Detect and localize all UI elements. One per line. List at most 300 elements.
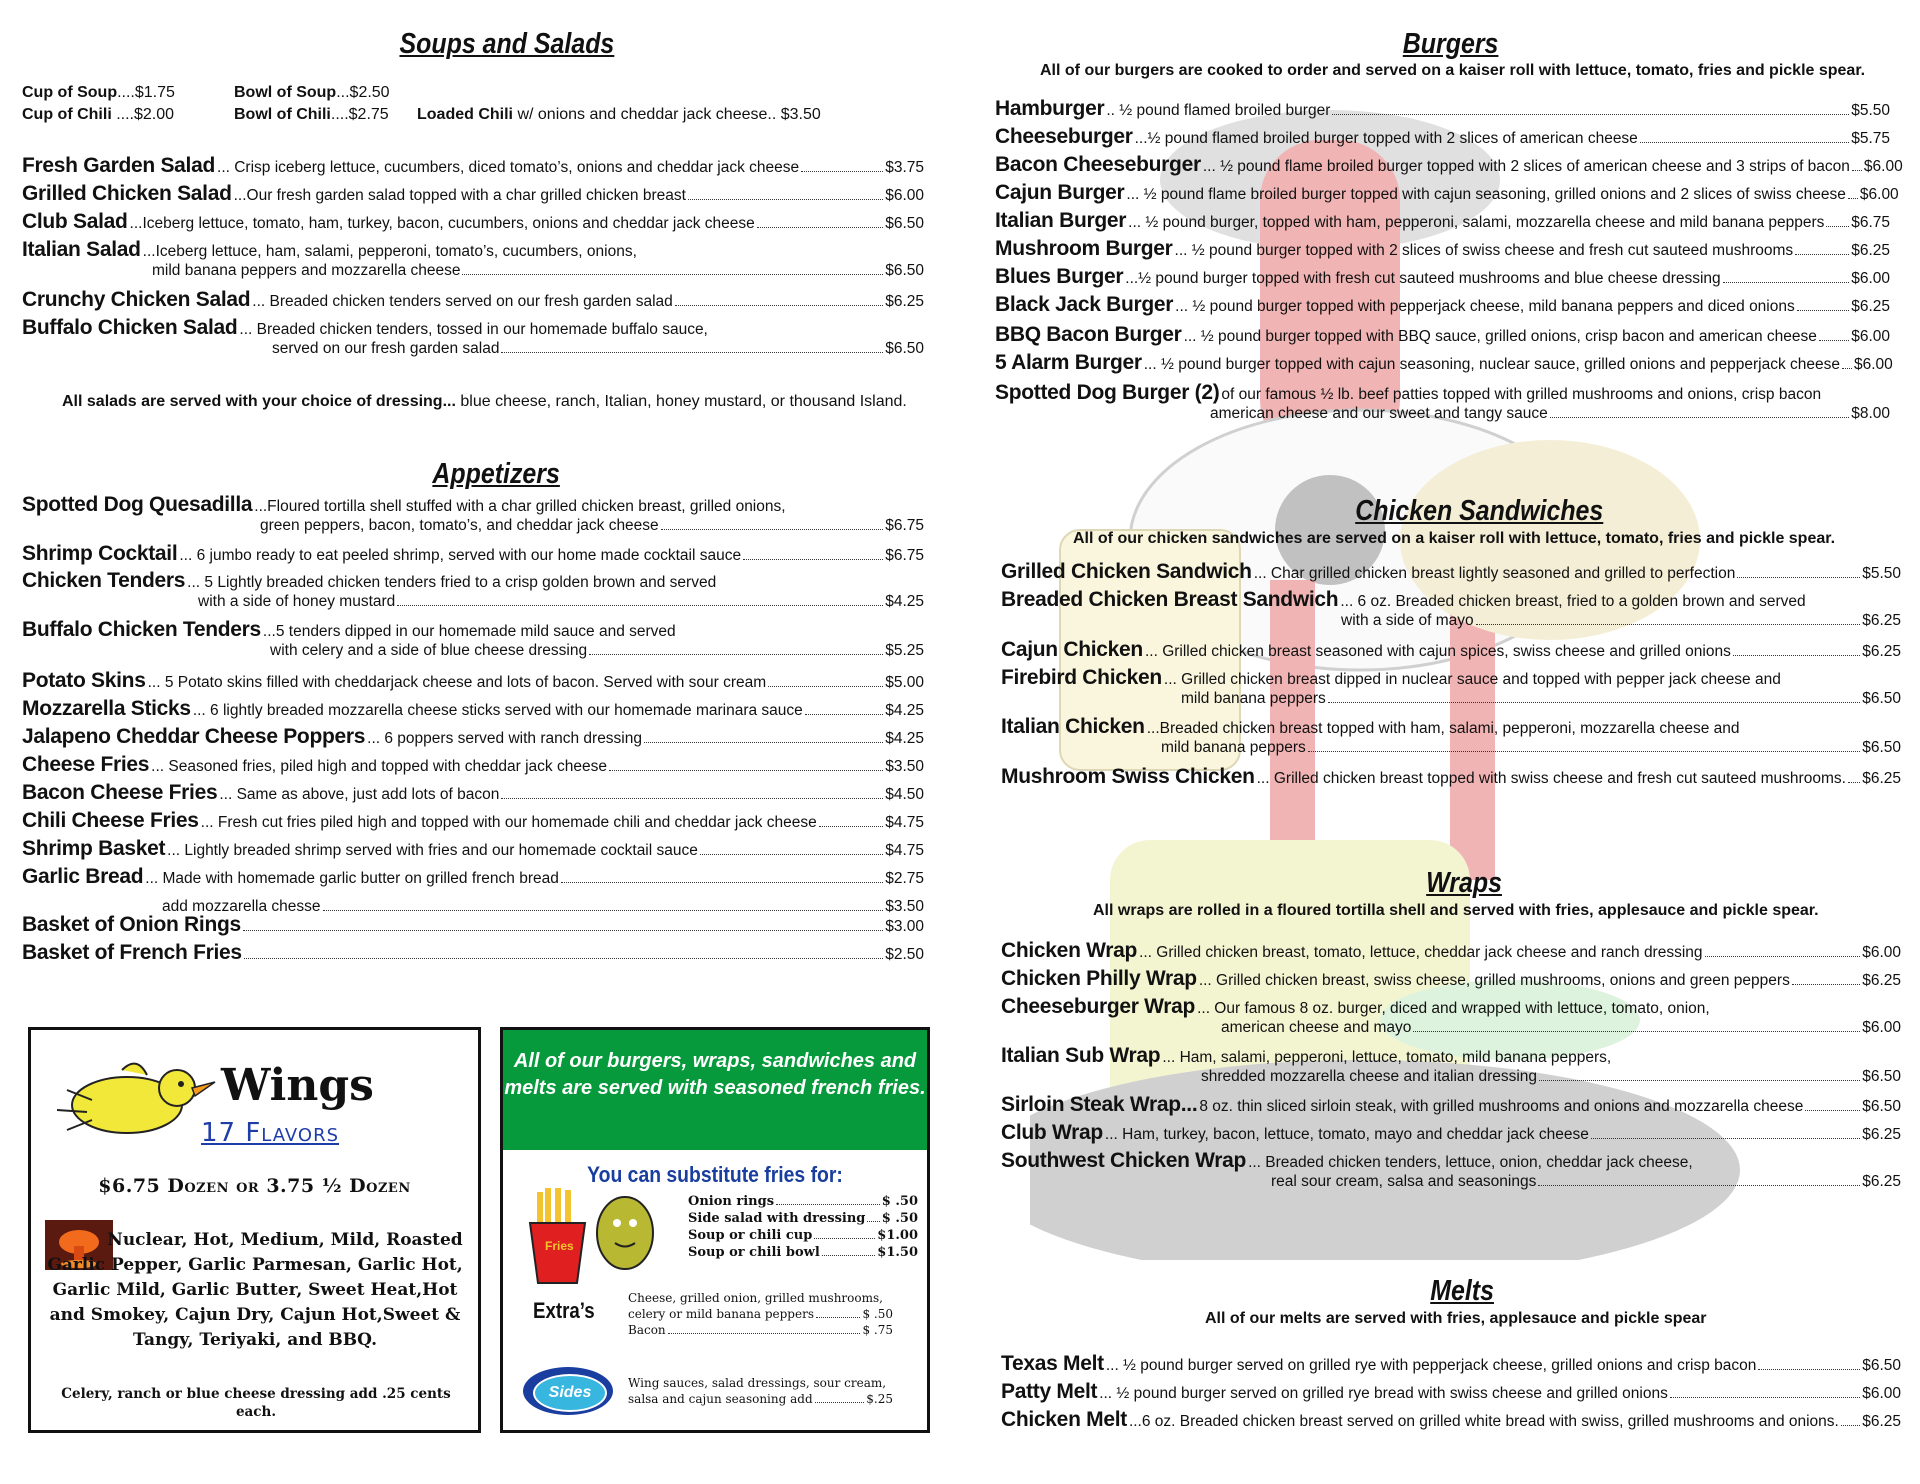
menu-item-name: Buffalo Chicken Tenders [22, 618, 261, 641]
menu-item [22, 493, 924, 516]
menu-item-description-2: american cheese and mayo [1221, 1019, 1412, 1036]
menu-item-price: $6.75 [1851, 214, 1890, 231]
menu-item-description: ...Iceberg lettuce, ham, salami, pepperoni, tomato’s, cucumbers, onions, [142, 243, 637, 260]
dot-leader [1539, 1080, 1860, 1081]
extras-row-2 [628, 1322, 893, 1338]
menu-item-name: Shrimp Cocktail [22, 542, 178, 565]
menu-item-name: Mushroom Swiss Chicken [1001, 765, 1255, 788]
menu-item-name: Southwest Chicken Wrap [1001, 1149, 1247, 1172]
salad-dressing-note-bold: All salads are served with your choice of dressing... [62, 393, 456, 410]
menu-item-price: $3.00 [885, 918, 924, 935]
menu-item-price: $6.25 [1851, 298, 1890, 315]
menu-item-price: $4.75 [885, 814, 924, 831]
extras-row-1 [628, 1306, 893, 1322]
menu-item-description: ... Breaded chicken tenders, lettuce, onion, cheddar jack cheese, [1248, 1154, 1693, 1171]
menu-item-name: Bacon Cheeseburger [995, 153, 1201, 176]
menu-item-description: ... Grilled chicken breast, swiss cheese, grilled mushrooms, onions and green peppers [1198, 972, 1790, 989]
menu-item-price: $6.50 [1862, 1357, 1901, 1374]
menu-item-price: $6.50 [1862, 739, 1901, 756]
menu-item [1001, 1408, 1901, 1431]
dot-leader [1805, 1110, 1860, 1111]
menu-item-price: $6.25 [1862, 770, 1901, 787]
menu-item-description: .. ½ pound flamed broiled burger [1106, 102, 1331, 119]
menu-item-description: ... Ham, salami, pepperoni, lettuce, tomato, mild banana peppers, [1162, 1049, 1612, 1066]
salad-dressing-note [62, 393, 907, 411]
menu-item-description: ... Made with homemade garlic butter on grilled french bread [145, 870, 559, 887]
menu-item-name: Italian Salad [22, 238, 141, 261]
menu-item-line-2 [198, 593, 924, 611]
substitute-label: Soup or chili bowl [688, 1245, 820, 1260]
wings-dressing-note: Celery, ranch or blue cheese dressing add .25 cents each. [61, 1386, 451, 1420]
menu-item-price: $5.50 [1851, 102, 1890, 119]
menu-item-line-2 [1341, 612, 1901, 630]
menu-item-description-2: served on our fresh garden salad [272, 340, 500, 357]
menu-item [22, 154, 924, 177]
sides-line-2: salsa and cajun seasoning add [628, 1392, 813, 1406]
menu-item-description-2: shredded mozzarella cheese and italian dressing [1201, 1068, 1538, 1085]
menu-item-name: Fresh Garden Salad [22, 154, 216, 177]
menu-item-name: Italian Sub Wrap [1001, 1044, 1161, 1067]
extras-price-1: $ .50 [862, 1307, 893, 1321]
menu-item-description-2: with a side of honey mustard [198, 593, 396, 610]
dot-leader [1848, 782, 1860, 783]
dot-leader [1332, 114, 1849, 115]
menu-item-price: $6.50 [885, 340, 924, 357]
menu-item-description-2: with a side of mayo [1341, 612, 1474, 629]
menu-item-price: $6.00 [1862, 1385, 1901, 1402]
menu-item [22, 542, 924, 565]
menu-item-name: Spotted Dog Quesadilla [22, 493, 253, 516]
cup-of-soup-price: ....$1.75 [117, 84, 175, 101]
dot-leader [743, 559, 883, 560]
dot-leader [675, 305, 883, 306]
bowl-of-chili-name: Bowl of Chili [234, 106, 331, 123]
menu-item [995, 293, 1890, 316]
wraps-title: Wraps [1426, 867, 1502, 899]
substitute-row [688, 1210, 918, 1227]
menu-item-price: $6.50 [885, 262, 924, 279]
menu-item-description: ... Breaded chicken tenders served on our fresh garden salad [252, 293, 673, 310]
menu-item [22, 809, 924, 832]
menu-item-name: Potato Skins [22, 669, 146, 692]
menu-item-line-2 [162, 898, 924, 916]
menu-item [22, 865, 924, 888]
menu-item-line-2 [272, 340, 924, 358]
menu-item-name: Garlic Bread [22, 865, 144, 888]
menu-item-description: ... Grilled chicken breast seasoned with cajun spices, swiss cheese and grilled onions [1144, 643, 1731, 660]
menu-item-price: $6.00 [885, 187, 924, 204]
dot-leader [1737, 577, 1860, 578]
wraps-note: All wraps are rolled in a floured tortilla shell and served with fries, applesauce and pickle spear. [1093, 902, 1819, 919]
menu-item-price: $8.00 [1851, 405, 1890, 422]
menu-item-name: Texas Melt [1001, 1352, 1104, 1375]
menu-item-description: ... ½ pound flame broiled burger topped with cajun seasoning, grilled onions and 2 slices of swiss cheese [1126, 186, 1846, 203]
menu-item-name: Mushroom Burger [995, 237, 1173, 260]
dot-leader [609, 770, 883, 771]
dot-leader [1797, 310, 1849, 311]
menu-item-price: $6.50 [885, 215, 924, 232]
menu-item-price: $6.50 [1862, 1068, 1901, 1085]
menu-item [995, 125, 1890, 148]
menu-item [22, 725, 924, 748]
menu-item-price: $6.00 [1851, 328, 1890, 345]
cup-of-soup-name: Cup of Soup [22, 84, 118, 101]
menu-item-description: ... 5 Lightly breaded chicken tenders fried to a crisp golden brown and served [187, 574, 717, 591]
menu-item-description: ... ½ pound flame broiled burger topped with 2 slices of american cheese and 3 strips of bacon [1202, 158, 1850, 175]
menu-item-name: Cheeseburger [995, 125, 1133, 148]
sides-row [628, 1391, 893, 1407]
menu-item-name: Chicken Melt [1001, 1408, 1127, 1431]
menu-item-name: Jalapeno Cheddar Cheese Poppers [22, 725, 366, 748]
menu-item [22, 781, 924, 804]
menu-item-price: $6.25 [1862, 643, 1901, 660]
menu-item-description: ... 6 jumbo ready to eat peeled shrimp, served with our home made cocktail sauce [179, 547, 742, 564]
menu-item [1001, 1044, 1901, 1067]
menu-item-price: $6.00 [1859, 186, 1899, 203]
menu-item-description: ... ½ pound burger topped with pepperjack cheese, mild banana peppers and diced onions [1175, 298, 1795, 315]
dot-leader [1795, 254, 1849, 255]
dot-leader [644, 742, 883, 743]
substitute-price: $ .50 [881, 1194, 918, 1209]
menu-item-name: Chicken Wrap [1001, 939, 1138, 962]
wings-flavor-text: Nuclear, Hot, Medium, Mild, Roasted Garlic Pepper, Garlic Parmesan, Garlic Hot, Garlic Mild, Garlic Butter, Sweet Heat,Hot and Smokey, Cajun Dry, Cajun Hot,Sweet & Tangy, Teriyaki, and BBQ. [47, 1230, 463, 1350]
loaded-chili-desc: w/ onions and cheddar jack cheese.. $3.50 [513, 106, 821, 123]
menu-item-price: $6.00 [1854, 356, 1893, 373]
dot-leader [867, 1221, 879, 1222]
menu-item-description: ... ½ pound burger served on grilled rye with pepperjack cheese, grilled onions and crisp bacon [1105, 1357, 1757, 1374]
menu-item-name: Club Wrap [1001, 1121, 1103, 1144]
menu-item-description: ... Grilled chicken breast dipped in nuclear sauce and topped with pepper jack cheese and [1163, 671, 1781, 688]
menu-item [22, 288, 924, 311]
menu-item-price: $6.50 [1862, 690, 1901, 707]
menu-item-name: Black Jack Burger [995, 293, 1174, 316]
loaded-chili-name: Loaded Chili [417, 106, 513, 123]
menu-item-price: $3.50 [885, 898, 924, 915]
menu-item [995, 97, 1890, 120]
menu-item-price: $6.25 [885, 293, 924, 310]
menu-item-name: Cheese Fries [22, 753, 150, 776]
menu-item [1001, 715, 1901, 738]
menu-item-description: ... 6 oz. Breaded chicken breast, fried to a golden brown and served [1340, 593, 1806, 610]
menu-item-description: ...½ pound flamed broiled burger topped with 2 slices of american cheese [1134, 130, 1638, 147]
menu-item-description: ... Char grilled chicken breast lightly seasoned and grilled to perfection [1253, 565, 1736, 582]
dot-leader [1733, 655, 1860, 656]
appetizers-title: Appetizers [432, 458, 560, 490]
menu-item-name: BBQ Bacon Burger [995, 323, 1182, 346]
dot-leader [805, 714, 883, 715]
menu-item [22, 569, 924, 592]
salad-dressing-note-rest: blue cheese, ranch, Italian, honey mustard, or thousand Island. [455, 393, 907, 410]
menu-item [22, 618, 924, 641]
menu-item-line-2 [260, 517, 924, 535]
menu-item [995, 153, 1903, 176]
menu-item-description: ...Our fresh garden salad topped with a char grilled chicken breast [233, 187, 686, 204]
menu-item-description: ...5 tenders dipped in our homemade mild sauce and served [262, 623, 676, 640]
menu-item-price: $2.50 [885, 946, 924, 963]
menu-item-name: Firebird Chicken [1001, 666, 1162, 689]
menu-item-price: $4.25 [885, 593, 924, 610]
dot-leader [1842, 368, 1852, 369]
melts-title: Melts [1430, 1275, 1494, 1307]
menu-item-price: $6.00 [1862, 1019, 1901, 1036]
fries-banner-text: All of our burgers, wraps, sandwiches and melts are served with seasoned french fries. [504, 1050, 926, 1099]
substitute-label: Soup or chili cup [688, 1228, 813, 1243]
dot-leader [1413, 1031, 1860, 1032]
substitute-price: $1.00 [877, 1228, 918, 1243]
menu-item-price: $5.25 [885, 642, 924, 659]
substitute-label: Side salad with dressing [688, 1211, 866, 1226]
soup-row-2 [22, 106, 821, 124]
menu-item-price: $6.25 [1862, 1126, 1901, 1143]
menu-item-name: Spotted Dog Burger (2) [995, 381, 1220, 404]
dot-leader [1852, 170, 1862, 171]
menu-item [1001, 1352, 1901, 1375]
menu-item-name: Breaded Chicken Breast Sandwich [1001, 588, 1339, 611]
menu-item-description-2: add mozzarella chesse [162, 898, 321, 915]
menu-item-name: Chicken Philly Wrap [1001, 967, 1197, 990]
menu-item-description: ... ½ pound burger topped with BBQ sauce, grilled onions, crisp bacon and american cheese [1183, 328, 1817, 345]
dot-leader [1550, 417, 1849, 418]
menu-item [1001, 560, 1901, 583]
menu-item-line-2 [1161, 739, 1901, 757]
wings-price: $6.75 Dozen or 3.75 ½ Dozen [98, 1175, 411, 1197]
menu-item [22, 182, 924, 205]
menu-item-line-2 [1271, 1173, 1901, 1191]
menu-item [1001, 939, 1901, 962]
menu-item [995, 381, 1890, 404]
menu-item [1001, 995, 1901, 1018]
menu-item-name: Blues Burger [995, 265, 1124, 288]
menu-item-price: $4.25 [885, 702, 924, 719]
menu-item-description: ... Crisp iceberg lettuce, cucumbers, diced tomato’s, onions and cheddar jack cheese [217, 159, 800, 176]
dot-leader [1819, 340, 1849, 341]
menu-item-price: $6.50 [1862, 1098, 1901, 1115]
dot-leader [501, 352, 883, 353]
soup-row-1 [22, 84, 390, 102]
menu-item [995, 323, 1890, 346]
dot-leader [822, 1255, 876, 1256]
menu-item-description: ... 6 poppers served with ranch dressing [367, 730, 642, 747]
dot-leader [323, 910, 884, 911]
menu-item [995, 209, 1890, 232]
menu-item [22, 238, 924, 261]
sides-text [628, 1375, 893, 1407]
bowl-of-soup-price: ...$2.50 [336, 84, 390, 101]
dot-leader [1591, 1138, 1860, 1139]
dot-leader [700, 854, 883, 855]
menu-item-description: ... Our famous 8 oz. burger, diced and wrapped with lettuce, tomato, onion, [1197, 1000, 1710, 1017]
menu-item [1001, 1121, 1901, 1144]
menu-item-description: of our famous ½ lb. beef patties topped with grilled mushrooms and onions, crisp bacon [1221, 386, 1822, 403]
menu-item-price: $4.50 [885, 786, 924, 803]
menu-item-price: $6.00 [1862, 944, 1901, 961]
menu-item [1001, 765, 1901, 788]
menu-item-description: ... ½ pound burger served on grilled rye bread with swiss cheese and grilled onions [1099, 1385, 1668, 1402]
menu-item [22, 210, 924, 233]
menu-item-name: Hamburger [995, 97, 1105, 120]
menu-item-description: ... ½ pound burger topped with 2 slices of swiss cheese and fresh cut sauteed mushrooms [1174, 242, 1794, 259]
dot-leader [1848, 198, 1858, 199]
chicken-icon [47, 1050, 217, 1145]
menu-item-price: $6.25 [1862, 612, 1901, 629]
extras-line-1: Cheese, grilled onion, grilled mushrooms, [628, 1291, 883, 1305]
extras-line-3: Bacon [628, 1323, 666, 1337]
menu-item-description-2: american cheese and our sweet and tangy sauce [1210, 405, 1548, 422]
dot-leader [462, 274, 883, 275]
menu-item-name: 5 Alarm Burger [995, 351, 1142, 374]
menu-item-name: Basket of Onion Rings [22, 913, 241, 936]
menu-item-description-2: mild banana peppers [1181, 690, 1326, 707]
wings-title: Wings [221, 1060, 374, 1111]
dot-leader [1826, 226, 1849, 227]
menu-item-description: ... ½ pound burger, topped with ham, pepperoni, salami, mozzarella cheese and mild banana peppers [1128, 214, 1825, 231]
wings-flavor-list [45, 1228, 465, 1353]
menu-item-description: ... Fresh cut fries piled high and topped with our homemade chili and cheddar jack cheese [200, 814, 817, 831]
menu-item-price: $2.75 [885, 870, 924, 887]
menu-item-description: ... Grilled chicken breast, tomato, lettuce, cheddar jack cheese and ranch dressing [1139, 944, 1703, 961]
dot-leader [1670, 1397, 1860, 1398]
menu-item-price: $6.25 [1851, 242, 1890, 259]
menu-item-line-2 [1210, 405, 1890, 423]
cup-of-chili-price: ....$2.00 [111, 106, 175, 123]
menu-item-price: $6.25 [1862, 1413, 1901, 1430]
burgers-title: Burgers [1402, 28, 1499, 60]
menu-item-price: $6.75 [885, 517, 924, 534]
menu-item-description: ... Same as above, just add lots of bacon [219, 786, 500, 803]
extras-list [628, 1290, 893, 1338]
substitute-row [688, 1244, 918, 1261]
dot-leader [801, 171, 883, 172]
dot-leader [1538, 1185, 1860, 1186]
menu-item-name: Club Salad [22, 210, 128, 233]
menu-item [22, 913, 924, 936]
dot-leader [1640, 142, 1849, 143]
menu-item [1001, 1380, 1901, 1403]
extras-title: Extra’s [533, 1298, 595, 1323]
soups-salads-title: Soups and Salads [399, 28, 615, 60]
menu-item-name: Sirloin Steak Wrap... [1001, 1093, 1198, 1116]
menu-item-description-2: mild banana peppers [1161, 739, 1306, 756]
menu-item [22, 669, 924, 692]
menu-item-name: Buffalo Chicken Salad [22, 316, 238, 339]
menu-item-name: Mozzarella Sticks [22, 697, 191, 720]
menu-item-price: $4.75 [885, 842, 924, 859]
dot-leader [814, 1238, 875, 1239]
menu-item [22, 837, 924, 860]
menu-item-name: Bacon Cheese Fries [22, 781, 218, 804]
menu-item-name: Crunchy Chicken Salad [22, 288, 251, 311]
dot-leader [1705, 956, 1861, 957]
menu-item-description: ... Ham, turkey, bacon, lettuce, tomato, mayo and cheddar jack cheese [1104, 1126, 1589, 1143]
substitute-row [688, 1193, 918, 1210]
menu-item-description: ...Iceberg lettuce, tomato, ham, turkey, bacon, cucumbers, onions and cheddar jack cheese [129, 215, 755, 232]
menu-item-name: Chili Cheese Fries [22, 809, 199, 832]
menu-item-price: $6.25 [1862, 972, 1901, 989]
dot-leader [757, 227, 883, 228]
menu-item-description-2: mild banana peppers and mozzarella cheese [152, 262, 461, 279]
extras-line-2: celery or mild banana peppers [628, 1307, 814, 1321]
menu-item-name: Patty Melt [1001, 1380, 1098, 1403]
menu-item-description: ... Lightly breaded shrimp served with fries and our homemade cocktail sauce [167, 842, 698, 859]
dot-leader [397, 605, 883, 606]
menu-item-price: $5.75 [1851, 130, 1890, 147]
dot-leader [1758, 1369, 1860, 1370]
substitute-label: Onion rings [688, 1194, 775, 1209]
menu-item-description: ...½ pound burger topped with fresh cut sauteed mushrooms and blue cheese dressing [1125, 270, 1721, 287]
menu-item-name: Shrimp Basket [22, 837, 166, 860]
wings-box [28, 1027, 481, 1433]
menu-item-description: ... Seasoned fries, piled high and topped with cheddar jack cheese [151, 758, 607, 775]
menu-item [22, 941, 924, 964]
bowl-of-soup-name: Bowl of Soup [234, 84, 337, 101]
fries-mascot-icon [515, 1188, 680, 1288]
bowl-of-chili-price: ....$2.75 [330, 106, 389, 123]
wings-flavors-count: 17 Flavors [201, 1118, 340, 1148]
menu-item-price: $6.25 [1862, 1173, 1901, 1190]
menu-item [1001, 666, 1901, 689]
dot-leader [1723, 282, 1850, 283]
menu-item [1001, 638, 1901, 661]
dot-leader [688, 199, 883, 200]
menu-item [22, 316, 924, 339]
menu-item-description-2: with celery and a side of blue cheese dressing [270, 642, 588, 659]
dot-leader [1476, 624, 1861, 625]
chicken-note: All of our chicken sandwiches are served on a kaiser roll with lettuce, tomato, fries and pickle spear. [1073, 530, 1836, 547]
dot-leader [244, 958, 883, 959]
menu-item-name: Grilled Chicken Salad [22, 182, 232, 205]
dot-leader [501, 798, 883, 799]
menu-item-line-2 [1181, 690, 1901, 708]
menu-item-name: Basket of French Fries [22, 941, 242, 964]
dot-leader [819, 826, 883, 827]
dot-leader [589, 654, 883, 655]
menu-item [995, 237, 1890, 260]
substitute-price: $1.50 [877, 1245, 918, 1260]
menu-item-line-2 [1201, 1068, 1901, 1086]
chicken-sandwiches-title: Chicken Sandwiches [1355, 495, 1604, 527]
menu-item [1001, 1093, 1901, 1116]
menu-item-description: ... Grilled chicken breast topped with swiss cheese and fresh cut sauteed mushrooms. [1256, 770, 1846, 787]
burgers-note: All of our burgers are cooked to order and served on a kaiser roll with lettuce, tomato, fries and pickle spear. [1040, 62, 1866, 79]
menu-item-price: $6.00 [1851, 270, 1890, 287]
menu-item-description: ... 6 lightly breaded mozzarella cheese sticks served with our homemade marinara sauce [192, 702, 803, 719]
dot-leader [561, 882, 883, 883]
fries-banner [503, 1030, 927, 1150]
menu-item [995, 265, 1890, 288]
menu-item-name: Italian Burger [995, 209, 1127, 232]
dot-leader [776, 1204, 880, 1205]
menu-item-description-2: green peppers, bacon, tomato’s, and cheddar jack cheese [260, 517, 659, 534]
menu-item-description-2: real sour cream, salsa and seasonings [1271, 1173, 1537, 1190]
menu-item-price: $3.75 [885, 159, 924, 176]
menu-item-description: 8 oz. thin sliced sirloin steak, with grilled mushrooms and onions and mozzarella cheese [1199, 1098, 1804, 1115]
dot-leader [243, 930, 883, 931]
substitute-list [688, 1193, 918, 1261]
dot-leader [1841, 1425, 1860, 1426]
menu-item [1001, 588, 1901, 611]
fries-substitute-box [500, 1027, 930, 1433]
menu-item-price: $5.00 [885, 674, 924, 691]
menu-item-price: $4.25 [885, 730, 924, 747]
menu-item-description: ...Floured tortilla shell stuffed with a char grilled chicken breast, grilled onions, [254, 498, 786, 515]
cup-of-chili-name: Cup of Chili [22, 106, 112, 123]
sides-badge: Sides [533, 1374, 607, 1412]
melts-note: All of our melts are served with fries, applesauce and pickle spear [1205, 1310, 1707, 1327]
menu-item [995, 181, 1899, 204]
menu-item [1001, 967, 1901, 990]
sides-line-1: Wing sauces, salad dressings, sour cream, [628, 1376, 887, 1390]
menu-item-description: ... Breaded chicken tenders, tossed in our homemade buffalo sauce, [239, 321, 708, 338]
